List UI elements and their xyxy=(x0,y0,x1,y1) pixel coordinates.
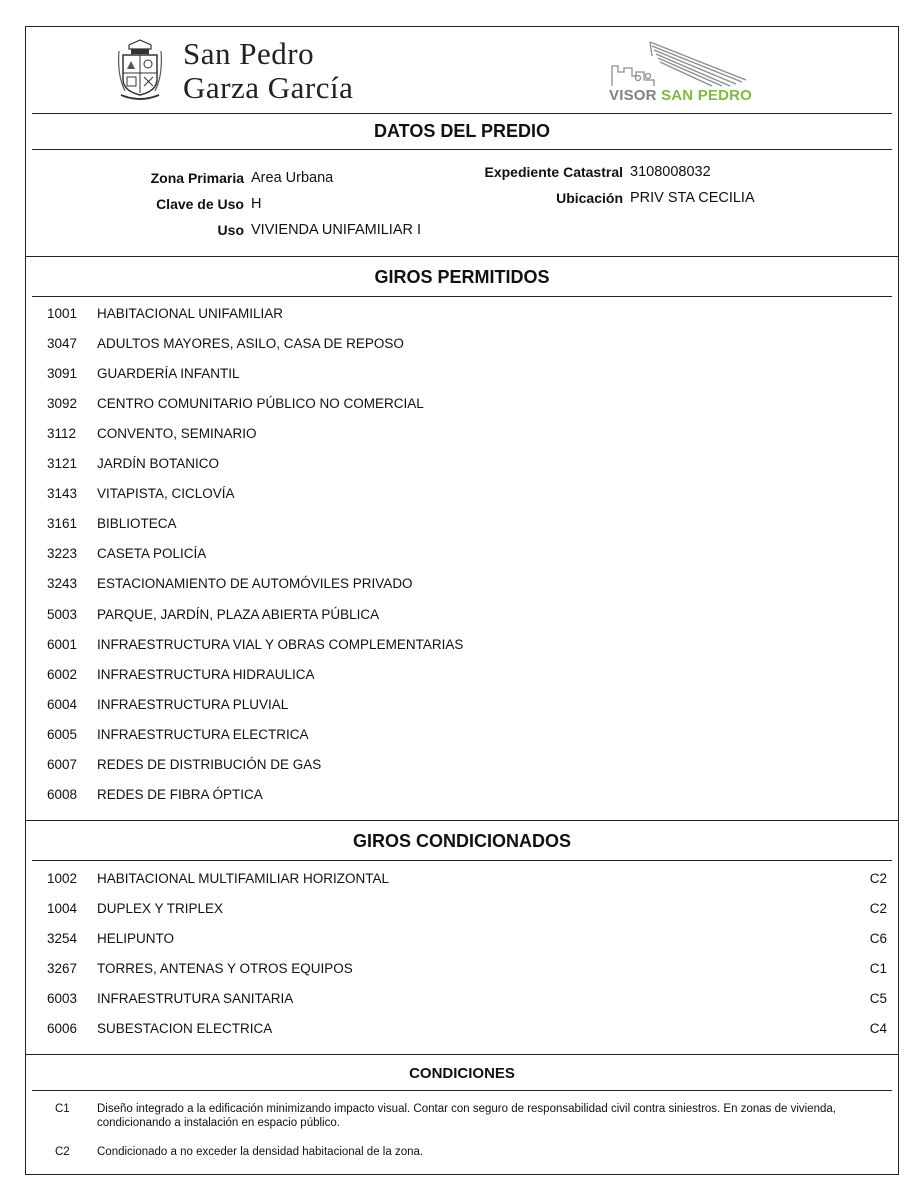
giro-description: HABITACIONAL UNIFAMILIAR xyxy=(97,306,284,321)
giro-code: 3112 xyxy=(47,426,77,442)
giro-description: SUBESTACION ELECTRICA xyxy=(97,1021,273,1036)
list-item xyxy=(47,637,887,657)
list-item xyxy=(47,516,887,536)
giro-description: INFRAESTRUCTURA PLUVIAL xyxy=(97,696,289,712)
list-item xyxy=(47,366,887,386)
giro-description: INFRAESTRUTURA SANITARIA xyxy=(97,991,294,1006)
giro-description: CASETA POLICÍA xyxy=(97,546,207,562)
zona-primaria-value: Area Urbana xyxy=(251,170,334,186)
clave-uso-label: Clave de Uso xyxy=(156,196,244,212)
list-item xyxy=(47,961,887,981)
zona-primaria-label: Zona Primaria xyxy=(150,170,244,186)
giro-description: ADULTOS MAYORES, ASILO, CASA DE REPOSO xyxy=(97,336,404,352)
giro-code: 3254 xyxy=(47,931,78,946)
giro-description: INFRAESTRUCTURA HIDRAULICA xyxy=(97,666,315,682)
list-item xyxy=(47,931,887,951)
giro-code: 6008 xyxy=(47,786,78,802)
giro-description: JARDÍN BOTANICO xyxy=(97,456,220,472)
giro-code: 3092 xyxy=(47,396,78,412)
giro-code: 6002 xyxy=(47,666,78,682)
list-item xyxy=(47,787,887,807)
list-item xyxy=(47,991,887,1011)
condiciones-divider xyxy=(32,1090,892,1091)
ubicacion-value: PRIV STA CECILIA xyxy=(630,190,755,206)
giros-condicionados-title: GIROS CONDICIONADOS xyxy=(352,831,571,851)
list-item xyxy=(47,396,887,416)
giro-description: GUARDERÍA INFANTIL xyxy=(97,366,240,382)
list-item xyxy=(47,727,887,747)
list-item xyxy=(47,697,887,717)
giro-description: DUPLEX Y TRIPLEX xyxy=(97,901,224,916)
condiciones-top-divider xyxy=(26,1054,898,1055)
giro-condition-code: C2 xyxy=(869,901,887,916)
expediente-value: 3108008032 xyxy=(630,164,711,180)
header-divider xyxy=(32,113,892,114)
giro-code: 3143 xyxy=(47,486,78,502)
municipal-shield-icon xyxy=(117,39,163,103)
list-item xyxy=(47,486,887,506)
giro-description: VITAPISTA, CICLOVÍA xyxy=(97,486,235,502)
list-item xyxy=(47,456,887,476)
list-item xyxy=(47,871,887,891)
giro-code: 3121 xyxy=(47,456,78,472)
condiciones-title: CONDICIONES xyxy=(409,1065,515,1082)
visor-word: VISOR xyxy=(609,87,657,104)
list-item xyxy=(47,336,887,356)
visor-logo-text xyxy=(609,87,752,104)
giro-code: 1004 xyxy=(47,901,78,916)
list-item xyxy=(47,1021,887,1041)
giro-code: 1001 xyxy=(47,306,78,321)
giro-condition-code: C4 xyxy=(869,1021,887,1036)
list-item xyxy=(47,306,887,326)
municipality-line2: Garza García xyxy=(183,70,354,105)
list-item xyxy=(47,757,887,777)
uso-label: Uso xyxy=(217,222,244,238)
giro-code: 6004 xyxy=(47,696,78,712)
giro-condition-code: C1 xyxy=(869,961,887,976)
giros-permitidos-divider xyxy=(32,296,892,297)
visor-logo-graphic-icon xyxy=(608,40,748,88)
giro-description: PARQUE, JARDÍN, PLAZA ABIERTA PÚBLICA xyxy=(97,606,380,622)
giro-code: 3267 xyxy=(47,961,78,976)
giro-code: 3223 xyxy=(47,546,78,562)
giro-condition-code: C2 xyxy=(869,871,887,886)
giro-code: 5003 xyxy=(47,606,78,622)
condition-text: Condicionado a no exceder la densidad habitacional de la zona. xyxy=(97,1146,424,1158)
giro-description: INFRAESTRUCTURA VIAL Y OBRAS COMPLEMENTARIAS xyxy=(97,636,464,652)
ubicacion-label: Ubicación xyxy=(556,190,623,206)
datos-predio-divider xyxy=(32,149,892,150)
condition-text: Diseño integrado a la edificación minimizando impacto visual. Contar con seguro de responsabilidad civil contra siniestros. En zonas de vivienda, condicionando a instalación en espacio público. xyxy=(97,1103,836,1129)
giros-permitidos-title: GIROS PERMITIDOS xyxy=(374,267,550,287)
giro-description: BIBLIOTECA xyxy=(97,516,177,532)
giro-code: 6001 xyxy=(47,636,78,652)
expediente-label: Expediente Catastral xyxy=(484,164,623,180)
giro-code: 3091 xyxy=(47,366,78,382)
giros-condicionados-divider xyxy=(32,860,892,861)
giro-description: HABITACIONAL MULTIFAMILIAR HORIZONTAL xyxy=(97,871,390,886)
giros-permitidos-top-divider xyxy=(26,256,898,257)
giro-description: TORRES, ANTENAS Y OTROS EQUIPOS xyxy=(97,961,353,976)
giro-code: 1002 xyxy=(47,871,78,886)
list-item xyxy=(47,901,887,921)
giro-code: 6006 xyxy=(47,1021,78,1036)
giro-code: 3047 xyxy=(47,336,78,352)
municipality-name xyxy=(183,37,353,105)
giro-description: CENTRO COMUNITARIO PÚBLICO NO COMERCIAL xyxy=(97,396,424,412)
list-item xyxy=(47,546,887,566)
clave-uso-value: H xyxy=(251,196,262,212)
giro-description: HELIPUNTO xyxy=(97,931,175,946)
list-item xyxy=(47,426,887,446)
giro-condition-code: C6 xyxy=(869,931,887,946)
giro-code: 3161 xyxy=(47,516,78,532)
giro-description: CONVENTO, SEMINARIO xyxy=(97,426,257,442)
giro-code: 6005 xyxy=(47,726,78,742)
giros-condicionados-top-divider xyxy=(26,820,898,821)
giro-code: 6003 xyxy=(47,991,78,1006)
list-item xyxy=(47,607,887,627)
giro-description: REDES DE DISTRIBUCIÓN DE GAS xyxy=(97,756,322,772)
giro-condition-code: C5 xyxy=(869,991,887,1006)
datos-predio-title: DATOS DEL PREDIO xyxy=(373,121,551,141)
giro-code: 6007 xyxy=(47,756,78,772)
list-item xyxy=(47,667,887,687)
giro-code: 3243 xyxy=(47,576,78,592)
san-pedro-word: SAN PEDRO xyxy=(661,87,753,104)
condition-code: C1 xyxy=(55,1103,70,1115)
giro-description: ESTACIONAMIENTO DE AUTOMÓVILES PRIVADO xyxy=(97,576,413,592)
municipality-line1: San Pedro xyxy=(183,36,315,71)
condition-code: C2 xyxy=(55,1146,70,1158)
giro-description: INFRAESTRUCTURA ELECTRICA xyxy=(97,726,309,742)
uso-value: VIVIENDA UNIFAMILIAR I xyxy=(251,222,422,238)
list-item xyxy=(47,576,887,596)
giro-description: REDES DE FIBRA ÓPTICA xyxy=(97,786,263,802)
